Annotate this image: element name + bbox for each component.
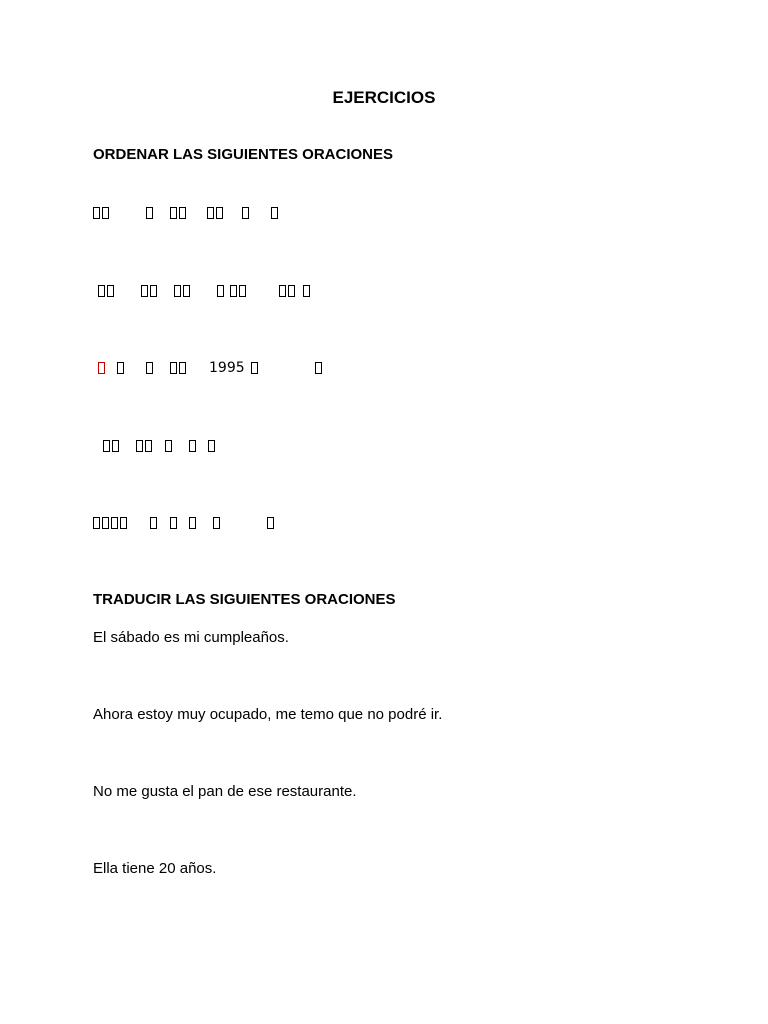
glyph-box [136,440,143,452]
glyph-box [315,362,322,374]
glyph-box [183,285,190,297]
glyph-box [179,362,186,374]
glyph-box [103,440,110,452]
glyph-box [93,517,100,529]
translation-sentence-1: El sábado es mi cumpleaños. [93,629,289,646]
glyph-box [93,207,100,219]
section-heading-translate: TRADUCIR LAS SIGUIENTES ORACIONES [93,591,396,608]
glyph-box [146,207,153,219]
translation-sentence-4: Ella tiene 20 años. [93,860,217,877]
year-number: 1995 [209,360,245,376]
highlighted-glyph-box [98,362,105,374]
page-title: EJERCICIOS [332,88,436,107]
glyph-box [111,517,118,529]
glyph-box [170,362,177,374]
glyph-box [303,285,310,297]
glyph-box [174,285,181,297]
glyph-box [146,362,153,374]
glyph-box [120,517,127,529]
glyph-box [230,285,237,297]
translation-sentence-2: Ahora estoy muy ocupado, me temo que no podré ir. [93,706,443,723]
glyph-box [179,207,186,219]
glyph-box [170,207,177,219]
glyph-box [271,207,278,219]
glyph-box [141,285,148,297]
glyph-box [242,207,249,219]
glyph-box [216,207,223,219]
glyph-box [288,285,295,297]
glyph-box [251,362,258,374]
glyph-box [189,517,196,529]
glyph-box [267,517,274,529]
glyph-box [217,285,224,297]
glyph-box [102,207,109,219]
glyph-box [150,517,157,529]
glyph-box [165,440,172,452]
glyph-box [170,517,177,529]
glyph-box [112,440,119,452]
glyph-box [189,440,196,452]
translation-sentence-3: No me gusta el pan de ese restaurante. [93,783,357,800]
glyph-box [239,285,246,297]
glyph-box [150,285,157,297]
glyph-box [207,207,214,219]
glyph-box [102,517,109,529]
glyph-box [208,440,215,452]
glyph-box [279,285,286,297]
glyph-box [98,285,105,297]
glyph-box [145,440,152,452]
glyph-box [107,285,114,297]
glyph-box [117,362,124,374]
glyph-box [213,517,220,529]
section-heading-order: ORDENAR LAS SIGUIENTES ORACIONES [93,146,394,163]
